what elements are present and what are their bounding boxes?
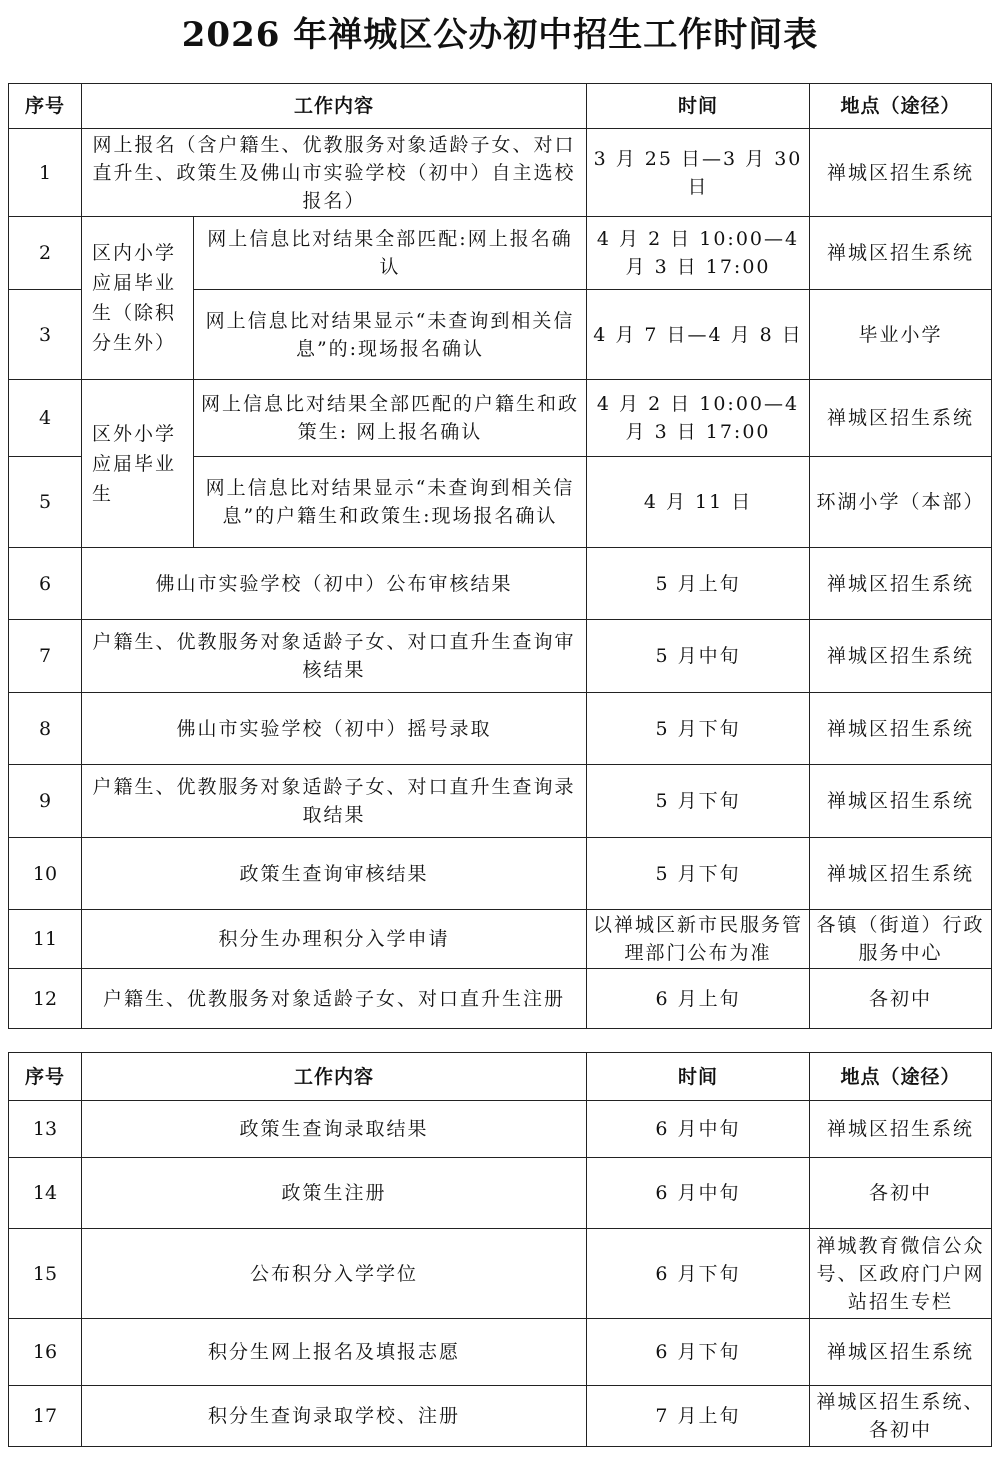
row-time: 5 月中旬 (587, 620, 810, 693)
row-place: 禅城教育微信公众号、区政府门户网站招生专栏 (810, 1229, 992, 1319)
row-no: 10 (9, 838, 82, 910)
row-time: 6 月中旬 (587, 1101, 810, 1158)
row-content: 政策生注册 (82, 1158, 587, 1229)
row-time: 5 月下旬 (587, 838, 810, 910)
row-no: 12 (9, 969, 82, 1029)
table-row (9, 969, 992, 1029)
table-row (9, 548, 992, 620)
row-content: 网上信息比对结果全部匹配:网上报名确认 (194, 217, 587, 290)
row-content: 网上信息比对结果全部匹配的户籍生和政策生: 网上报名确认 (194, 380, 587, 457)
row-place: 禅城区招生系统 (810, 838, 992, 910)
row-time: 3 月 25 日—3 月 30 日 (587, 129, 810, 217)
row-place: 各初中 (810, 1158, 992, 1229)
table-row (9, 217, 992, 290)
table-header-row (9, 1053, 992, 1101)
table-row (9, 838, 992, 910)
row-content: 户籍生、优教服务对象适龄子女、对口直升生查询录取结果 (82, 765, 587, 838)
header-content: 工作内容 (82, 84, 587, 129)
row-time: 6 月上旬 (587, 969, 810, 1029)
schedule-table-2 (8, 1052, 992, 1447)
row-place: 环湖小学（本部） (810, 457, 992, 548)
schedule-table-1 (8, 83, 992, 1029)
row-content: 佛山市实验学校（初中）摇号录取 (82, 693, 587, 765)
table-row (9, 1229, 992, 1319)
row-content: 政策生查询审核结果 (82, 838, 587, 910)
row-time: 4 月 7 日—4 月 8 日 (587, 290, 810, 380)
row-no: 17 (9, 1386, 82, 1447)
row-place: 禅城区招生系统 (810, 1319, 992, 1386)
table-row (9, 129, 992, 217)
row-content: 积分生查询录取学校、注册 (82, 1386, 587, 1447)
table-row (9, 620, 992, 693)
row-content: 政策生查询录取结果 (82, 1101, 587, 1158)
header-time: 时间 (587, 84, 810, 129)
row-time: 4 月 2 日 10:00—4 月 3 日 17:00 (587, 217, 810, 290)
row-no: 7 (9, 620, 82, 693)
row-place: 禅城区招生系统 (810, 765, 992, 838)
header-no: 序号 (9, 1053, 82, 1101)
row-place: 毕业小学 (810, 290, 992, 380)
header-place: 地点（途径） (810, 1053, 992, 1101)
row-no: 14 (9, 1158, 82, 1229)
row-content: 积分生办理积分入学申请 (82, 910, 587, 969)
row-place: 禅城区招生系统 (810, 1101, 992, 1158)
row-time: 5 月下旬 (587, 693, 810, 765)
row-place: 禅城区招生系统 (810, 620, 992, 693)
table-row (9, 380, 992, 457)
row-place: 禅城区招生系统 (810, 380, 992, 457)
header-place: 地点（途径） (810, 84, 992, 129)
row-content: 佛山市实验学校（初中）公布审核结果 (82, 548, 587, 620)
row-no: 5 (9, 457, 82, 548)
row-time: 5 月下旬 (587, 765, 810, 838)
page-title: 2026 年禅城区公办初中招生工作时间表 (181, 15, 819, 55)
row-no: 13 (9, 1101, 82, 1158)
table-row (9, 910, 992, 969)
row-no: 9 (9, 765, 82, 838)
row-place: 禅城区招生系统 (810, 217, 992, 290)
row-time: 4 月 2 日 10:00—4 月 3 日 17:00 (587, 380, 810, 457)
row-time: 7 月上旬 (587, 1386, 810, 1447)
row-content: 户籍生、优教服务对象适龄子女、对口直升生查询审核结果 (82, 620, 587, 693)
row-place: 禅城区招生系统、各初中 (810, 1386, 992, 1447)
row-no: 3 (9, 290, 82, 380)
row-place: 禅城区招生系统 (810, 129, 992, 217)
row-no: 2 (9, 217, 82, 290)
table-row (9, 1158, 992, 1229)
row-place: 禅城区招生系统 (810, 548, 992, 620)
group-outer-label: 区外小学应届毕业生 (82, 380, 194, 548)
row-time: 4 月 11 日 (587, 457, 810, 548)
row-no: 15 (9, 1229, 82, 1319)
table-row (9, 693, 992, 765)
row-no: 1 (9, 129, 82, 217)
row-no: 8 (9, 693, 82, 765)
header-no: 序号 (9, 84, 82, 129)
header-content: 工作内容 (82, 1053, 587, 1101)
table-row (9, 1386, 992, 1447)
row-place: 各镇（街道）行政服务中心 (810, 910, 992, 969)
header-time: 时间 (587, 1053, 810, 1101)
row-no: 6 (9, 548, 82, 620)
table-row (9, 1101, 992, 1158)
table-header-row (9, 84, 992, 129)
table-row (9, 765, 992, 838)
row-no: 4 (9, 380, 82, 457)
row-content: 网上报名（含户籍生、优教服务对象适龄子女、对口直升生、政策生及佛山市实验学校（初中）自主选校报名） (82, 129, 587, 217)
row-place: 各初中 (810, 969, 992, 1029)
row-time: 6 月中旬 (587, 1158, 810, 1229)
row-time: 6 月下旬 (587, 1319, 810, 1386)
table-row (9, 1319, 992, 1386)
group-inner-label: 区内小学应届毕业生（除积分生外） (82, 217, 194, 380)
row-content: 网上信息比对结果显示“未查询到相关信息”的:现场报名确认 (194, 290, 587, 380)
row-content: 网上信息比对结果显示“未查询到相关信息”的户籍生和政策生:现场报名确认 (194, 457, 587, 548)
row-time: 6 月下旬 (587, 1229, 810, 1319)
row-time: 以禅城区新市民服务管理部门公布为准 (587, 910, 810, 969)
row-content: 积分生网上报名及填报志愿 (82, 1319, 587, 1386)
row-no: 11 (9, 910, 82, 969)
row-content: 户籍生、优教服务对象适龄子女、对口直升生注册 (82, 969, 587, 1029)
row-place: 禅城区招生系统 (810, 693, 992, 765)
row-no: 16 (9, 1319, 82, 1386)
row-time: 5 月上旬 (587, 548, 810, 620)
row-content: 公布积分入学学位 (82, 1229, 587, 1319)
